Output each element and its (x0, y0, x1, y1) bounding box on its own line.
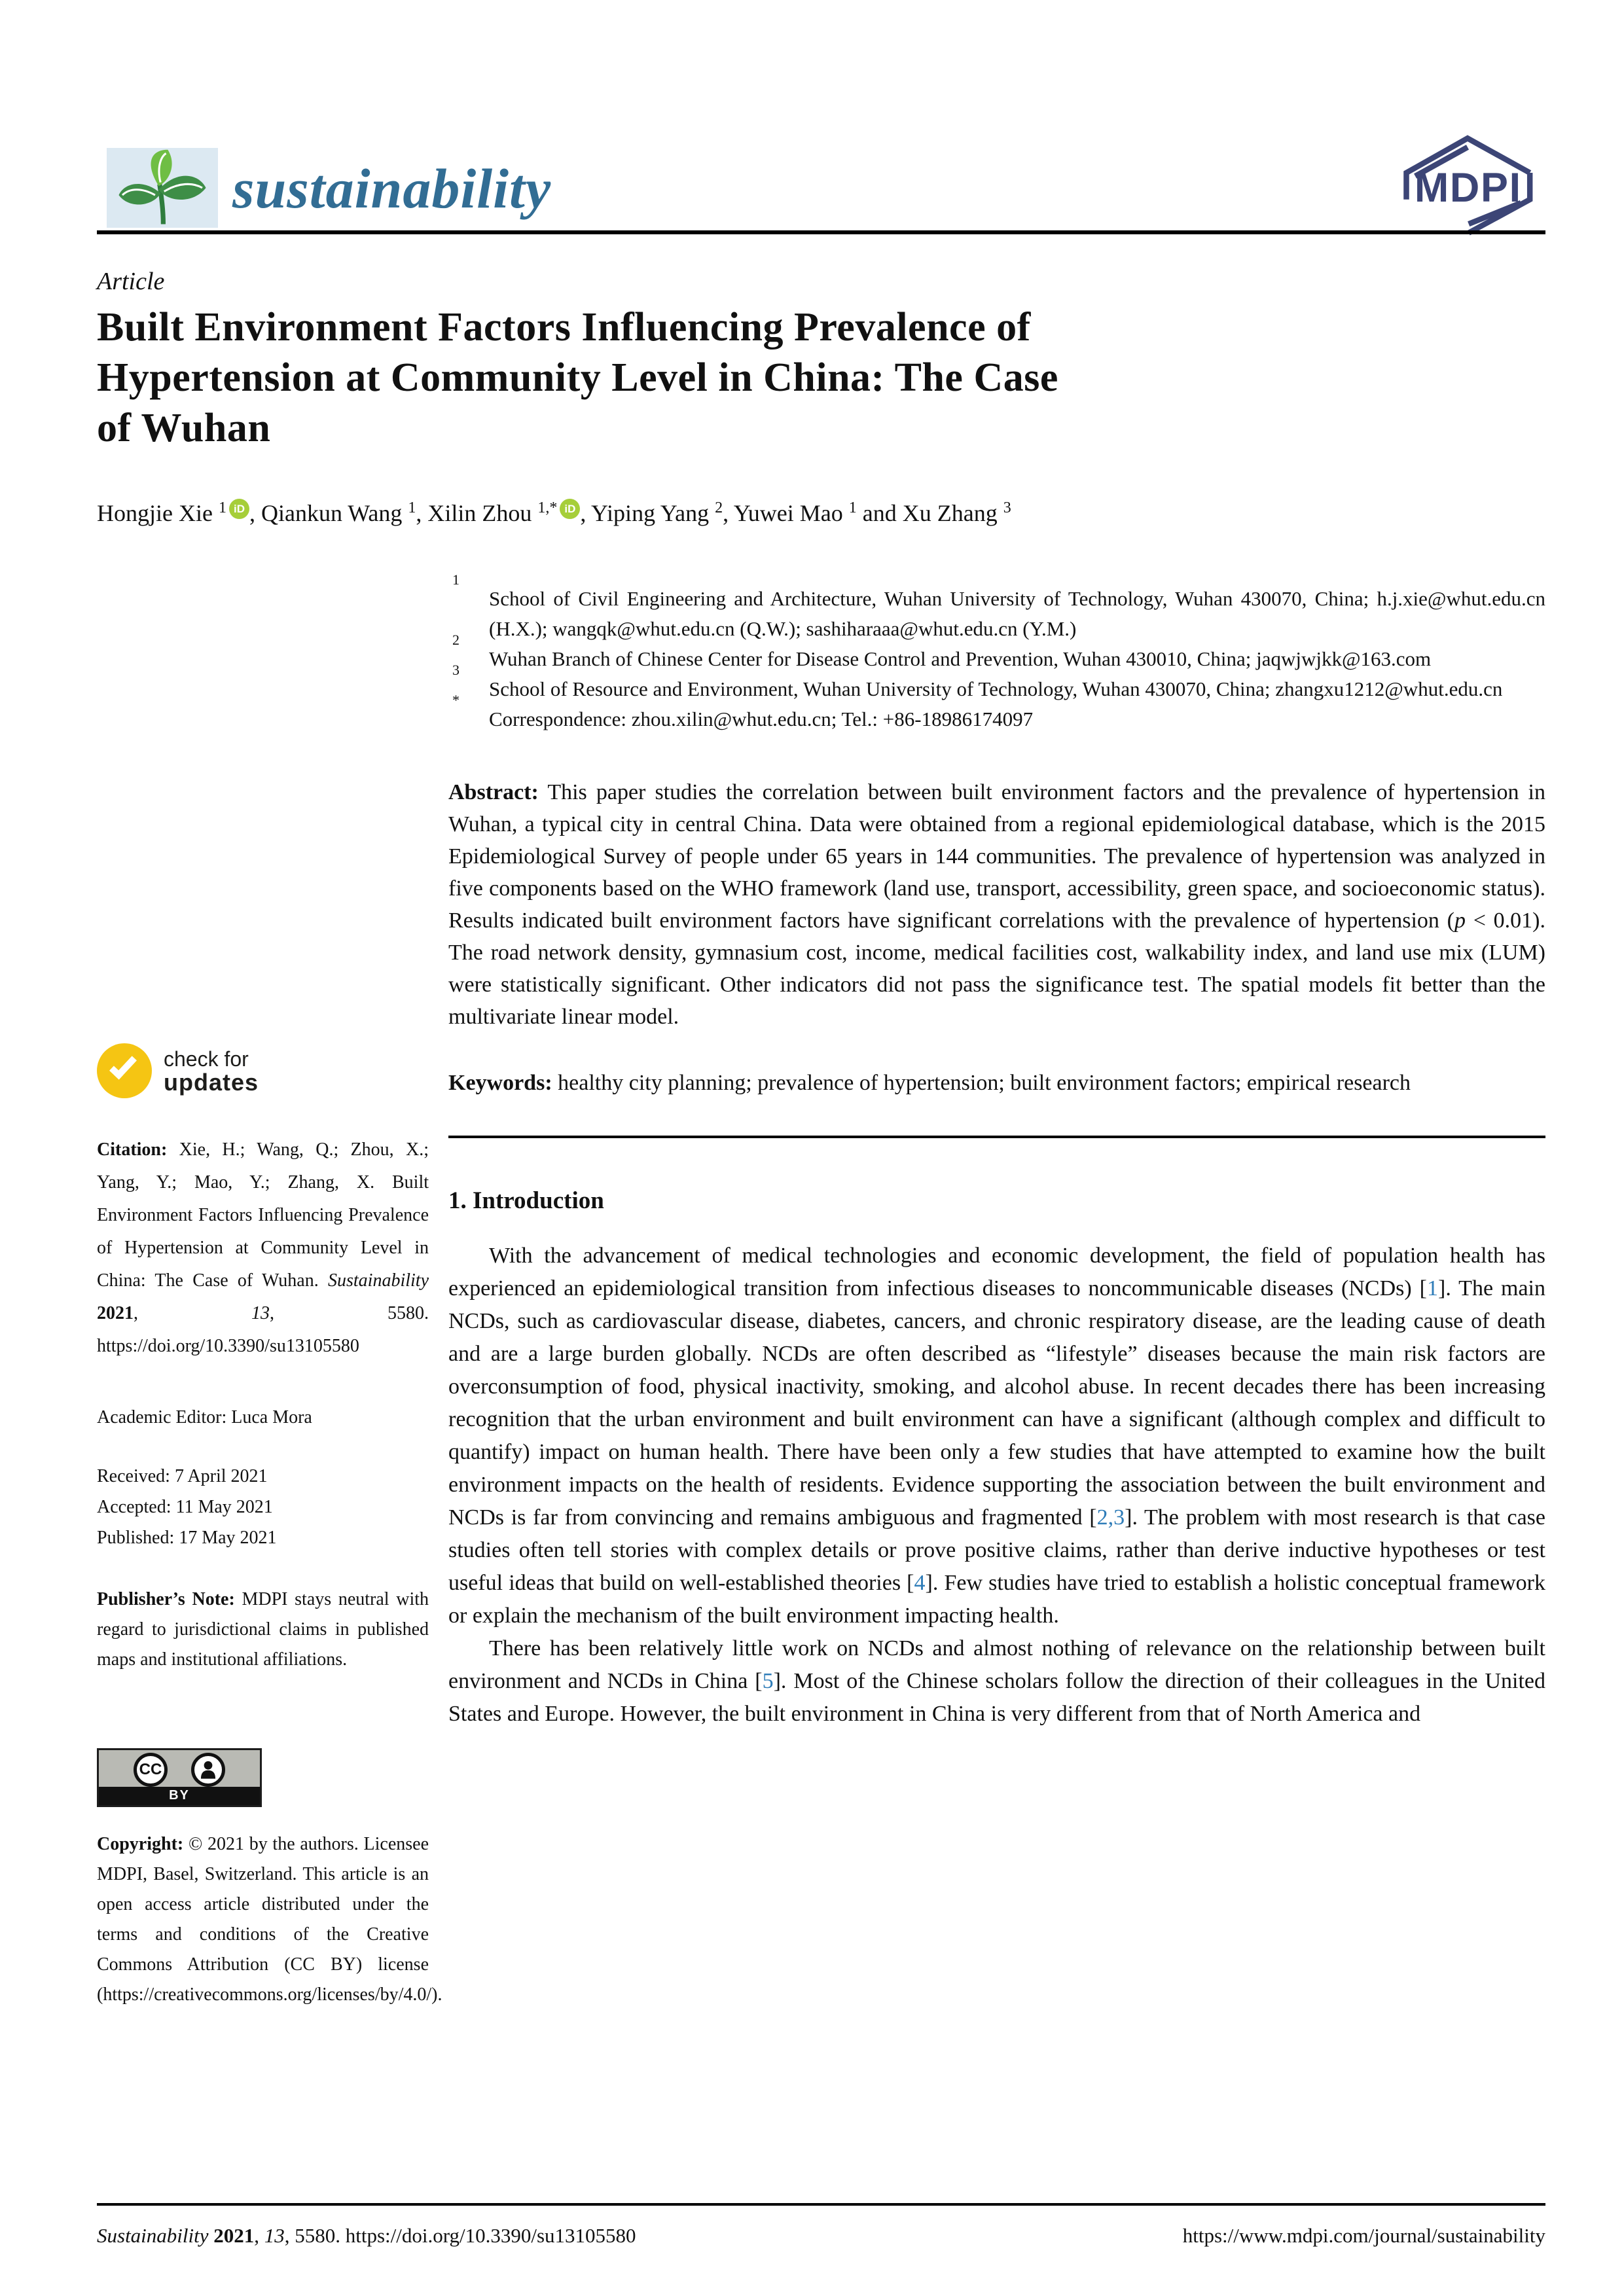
affiliation-item: 1 School of Civil Engineering and Architecture, Wuhan University of Technology, Wuhan 430070, China; h.j.xie@whut.edu.cn (H.X.); wangqk@whut.edu.cn (Q.W.); sashiharaaa@whut.edu.cn (Y.M.) (452, 571, 1545, 640)
keywords: Keywords: healthy city planning; prevalence of hypertension; built environment factors; empirical research (448, 1071, 1411, 1095)
check-for-updates-button[interactable] (97, 1042, 429, 1100)
main-column (448, 571, 1546, 1731)
footer-separator (97, 2203, 1545, 2206)
citation-link-1[interactable]: 1 (1427, 1276, 1438, 1300)
intro-paragraph-1: With the advancement of medical technologies and economic development, the field of population health has experienced an epidemiological transition from infectious diseases to noncommunicable diseases (NCDs) [1]. The main NCDs, such as cardiovascular disease, diabetes, cancers, and chronic respiratory disease, are the leading cause of death and are a large burden globally. NCDs are often described as “lifestyle” diseases because the main risk factors are overconsumption of food, physical inactivity, smoking, and alcohol abuse. In recent decades there has been increasing recognition that the urban environment and built environment can have a significant (although complex and difficult to quantify) impact on human health. There have been only a few studies that have attempted to examine how the built environment impacts on the health of residents. Evidence supporting the association between the built environment and NCDs is far from convincing and remains ambiguous and fragmented [2,3]. The problem with most research is that case studies often tell stories with complex details or prove positive claims, rather than derive inductive hypotheses or test useful ideas that build on well-established theories [4]. Few studies have tried to establish a holistic conceptual framework or explain the mechanism of the built environment impacting health. (448, 1244, 1545, 1628)
section-heading-introduction: 1. Introduction (448, 1187, 604, 1214)
footer-journal-url: https://www.mdpi.com/journal/sustainability (1182, 2224, 1545, 2247)
footer-citation: Sustainability 2021, 13, 5580. https://doi.org/10.3390/su13105580 (97, 2224, 636, 2247)
publishers-note: Publisher’s Note: MDPI stays neutral with regard to jurisdictional claims in published maps and institutional affiliations. (97, 1589, 429, 1670)
sustainability-plant-icon (107, 148, 218, 228)
title-line-1: Built Environment Factors Influencing Prevalence of (97, 305, 1031, 350)
affiliation-item: 3 School of Resource and Environment, Wuhan University of Technology, Wuhan 430070, China; zhangxu1212@whut.edu.cn (452, 662, 1503, 700)
title-line-2: Hypertension at Community Level in China: The Case (97, 355, 1058, 400)
affiliation-item: * Correspondence: zhou.xilin@whut.edu.cn; Tel.: +86-18986174097 (452, 692, 1034, 730)
published-date: Published: 17 May 2021 (97, 1528, 277, 1548)
orcid-icon[interactable]: iD (560, 499, 580, 519)
check-icon (97, 1043, 152, 1098)
affiliation-item: 2 Wuhan Branch of Chinese Center for Disease Control and Prevention, Wuhan 430010, China; jaqwjwjkk@163.com (452, 632, 1432, 670)
person-icon (191, 1753, 225, 1787)
citation-link-5[interactable]: 5 (762, 1669, 774, 1693)
journal-wordmark: sustainability (232, 157, 552, 220)
intro-paragraph-2: There has been relatively little work on NCDs and almost nothing of relevance on the relationship between built environment and NCDs in China [5]. Most of the Chinese scholars follow the direction of their colleagues in the United States and Europe. However, the built environment in China is very different from that of North America and (448, 1636, 1546, 1726)
author: Yuwei Mao $^1$ and (733, 499, 903, 526)
author: Yiping Yang $^2$, (591, 499, 734, 526)
author: Xu Zhang $^3$ (902, 499, 1011, 526)
orcid-icon[interactable]: iD (229, 499, 249, 519)
keywords-separator (448, 1136, 1545, 1138)
sidebar (97, 1042, 442, 2010)
cc-by-label: BY (99, 1787, 260, 1805)
accepted-date: Accepted: 11 May 2021 (97, 1497, 273, 1517)
received-date: Received: 7 April 2021 (97, 1466, 268, 1486)
affiliation-list (448, 571, 1545, 734)
author: Xilin Zhou $^{1,*}$ iD , (427, 499, 592, 526)
author-list (97, 499, 1393, 527)
academic-editor: Academic Editor: Luca Mora (97, 1407, 312, 1427)
check-for-updates-label: check for updates (164, 1047, 259, 1096)
mdpi-logo-text: MDPI (1414, 165, 1522, 211)
author: Hongjie Xie $^1$ iD , (97, 499, 261, 526)
title-line-3: of Wuhan (97, 406, 271, 450)
cc-icon: CC (134, 1753, 168, 1787)
header-separator (97, 230, 1545, 234)
mdpi-logo (1389, 128, 1546, 240)
abstract-label: Abstract: (448, 780, 539, 804)
article-type-label: Article (97, 268, 165, 295)
author: Qiankun Wang $^1$, (261, 499, 428, 526)
keywords-label: Keywords: (448, 1071, 552, 1095)
copyright-notice: Copyright: © 2021 by the authors. Licensee MDPI, Basel, Switzerland. This article is an open access article distributed under the terms and conditions of the Creative Commons Attribution (CC BY) license (https://creativecommons.org/licenses/by/4.0/). (97, 1834, 442, 2005)
abstract: Abstract: This paper studies the correlation between built environment factors and the prevalence of hypertension in Wuhan, a typical city in central China. Data were obtained from a regional epidemiological database, which is the 2015 Epidemiological Survey of people under 65 years in 144 communities. The prevalence of hypertension was analyzed in five components based on the WHO framework (land use, transport, accessibility, green space, and socioeconomic status). Results indicated built environment factors have significant correlations with the prevalence of hypertension (p < 0.01). The road network density, gymnasium cost, income, medical facilities cost, walkability index, and land use mix (LUM) were statistically significant. Other indicators did not pass the significance test. The spatial models fit better than the multivariate linear model. (448, 780, 1546, 1029)
page-title (97, 302, 1393, 454)
citation-link-4[interactable]: 4 (914, 1571, 926, 1595)
citation-link-2-3[interactable]: 2,3 (1096, 1505, 1125, 1530)
cc-by-license-badge[interactable] (97, 1748, 262, 1807)
citation-block: Citation: Xie, H.; Wang, Q.; Zhou, X.; Yang, Y.; Mao, Y.; Zhang, X. Built Environment Factors Influencing Prevalence of Hypertension at Community Level in China: The Case of Wuhan. Sustainability 2021, 13, 5580. https://doi.org/10.3390/su13105580 (97, 1139, 429, 1356)
article-dates (97, 1461, 429, 1553)
